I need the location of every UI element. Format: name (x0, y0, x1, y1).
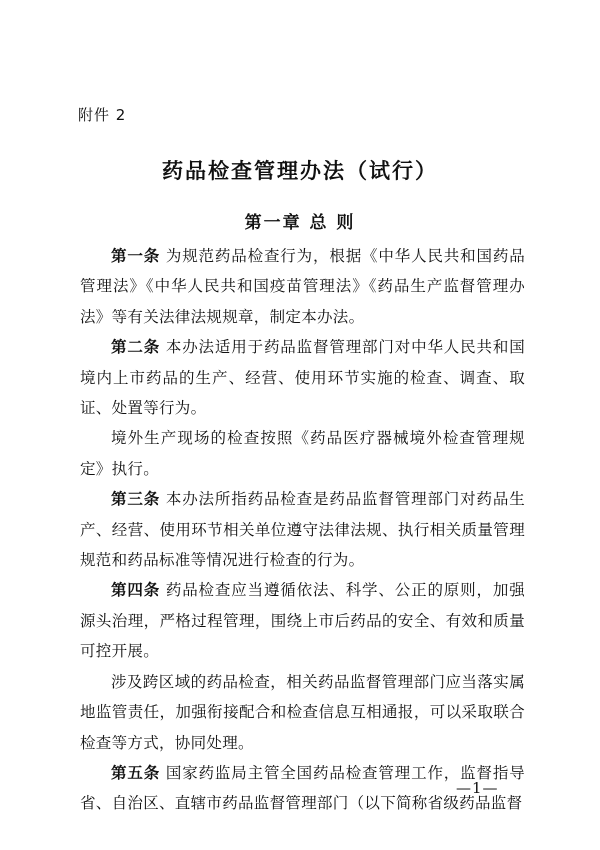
article-number: 第二条 (111, 338, 161, 357)
article-text: 本办法所指药品检查是药品监督管理部门对药品生产、经营、使用环节相关单位遵守法律法规、执行相关质量管理规范和药品标准等情况进行检查的行为。 (80, 490, 525, 570)
article-text: 国家药监局主管全国药品检查管理工作，监督指导省、自治区、直辖市药品监督管理部门（以下简称省级药品监督 (80, 763, 525, 813)
chapter-heading: 第一章 总 则 (244, 213, 356, 233)
article-number: 第三条 (111, 490, 161, 509)
document-body (80, 241, 525, 819)
paragraph-article-2 (80, 332, 525, 423)
paragraph-article-3 (80, 484, 525, 575)
article-number: 第一条 (111, 247, 161, 265)
article-number: 第五条 (111, 763, 161, 782)
attachment-label: 附件 2 (78, 106, 127, 124)
article-text: 药品检查应当遵循依法、科学、公正的原则，加强源头治理，严格过程管理，围绕上市后药品的安全、有效和质量可控开展。 (80, 581, 525, 661)
paragraph-cross-region (80, 667, 525, 758)
article-text: 为规范药品检查行为，根据《中华人民共和国药品管理法》《中华人民共和国疫苗管理法》《药品生产监督管理办法》等有关法律法规规章，制定本办法。 (80, 247, 525, 326)
page-number: —1— (456, 779, 499, 797)
paragraph-article-1 (80, 241, 525, 332)
paragraph-text: 境外生产现场的检查按照《药品医疗器械境外检查管理规定》执行。 (80, 429, 525, 478)
document-title: 药品检查管理办法（试行） (162, 159, 438, 183)
paragraph-article-4 (80, 575, 525, 666)
paragraph-overseas (80, 423, 525, 484)
paragraph-text: 涉及跨区域的药品检查，相关药品监督管理部门应当落实属地监管责任，加强衔接配合和检查信息互相通报，可以采取联合检查等方式，协同处理。 (80, 672, 525, 752)
article-text: 本办法适用于药品监督管理部门对中华人民共和国境内上市药品的生产、经营、使用环节实施的检查、调查、取证、处置等行为。 (80, 338, 525, 418)
article-number: 第四条 (111, 581, 161, 600)
